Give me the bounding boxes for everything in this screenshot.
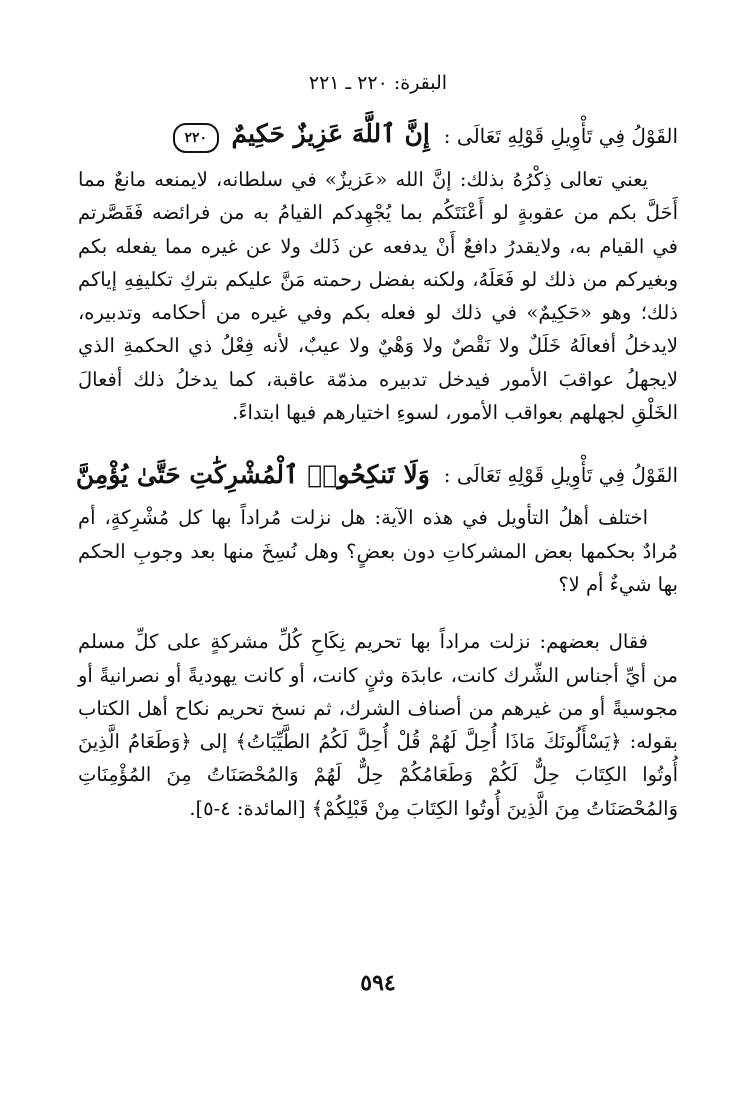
commentary-paragraph: فقال بعضهم: نزلت مراداً بها تحريم نِكَاحِ كُلِّ مشركةٍ على كلِّ مسلم من أيِّ أجناس الشِّرك كانت، عابدَة وثنٍ كانت، أو كانت يهوديةً أو نصرانيةً أو مجوسيةً أو من غيرهم من أصناف الشرك، ثم نسخ تحريم نكاح أهل الكتاب بقوله: ﴿يَسْأَلُونَكَ مَاذَا أُحِلَّ لَهُمْ قُلْ أُحِلَّ لَكُمُ الطَّيِّبَاتُ﴾ إلى ﴿وَطَعَامُ الَّذِينَ أُوتُوا الكِتَابَ حِلٌّ لَكُمْ وَطَعَامُكُمْ حِلٌّ لَهُمْ وَالمُحْصَنَاتُ مِنَ المُؤْمِنَاتِ وَالمُحْصَنَاتُ مِنَ الَّذِينَ أُوتُوا الكِتَابَ مِنْ قَبْلِكُمْ﴾ [المائدة: ٤-٥].	[78, 630, 678, 820]
section-heading-label: القَوْلُ فِي تَأْوِيلِ قَوْلِهِ تَعَالَى :	[443, 463, 678, 488]
section-heading-2	[75, 459, 678, 491]
section-heading-1	[78, 118, 678, 153]
commentary-paragraph: يعني تعالى ذِكْرُهُ بذلك: إنَّ الله «عَزيزٌ» في سلطانه، لايمنعه مانعٌ مما أَحَلَّ بكم من عقوبةٍ لو أَعْنَتَكُم بما يُجْهِدكم القيامُ به من فرائضه فَقَصَّرتم في القيام به، ولايقدرُ دافعٌ أَنْ يدفعه عن ذَلك ولا عن غيره مما يفعله بكم وبغيركم من ذلك لو فَعَلَهُ، ولكنه بفضل رحمته مَنَّ عليكم بتركِ تكليفِهِ إياكم ذلك؛ وهو «حَكِيمٌ» في ذلك لو فعله بكم وفي غيره من أحكامه وتدبيره، لايدخلُ أفعالَهُ خَلَلٌ ولا نَقْصٌ ولا وَهْيٌ ولا عيبٌ، لأنه فِعْلُ ذي الحكمةِ الذي لايجهلُ عواقبَ الأمور فيدخل تدبيره مذمّة عاقبة، كما يدخلُ ذلك أفعالَ الخَلْقِ لجهلهم بعواقب الأمور، لسوءِ اختيارهم فيها ابتداءً.	[78, 168, 678, 425]
commentary-paragraph: اختلف أهلُ التأويل في هذه الآية: هل نزلت مُراداً بها كل مُشْرِكةٍ، أم مُرادٌ بحكمها بعض المشركاتِ دون بعضٍ؟ وهل نُسِخَ منها بعد وجوبِ الحكم بها شيءٌ أم لا؟	[78, 506, 678, 596]
quran-verse: وَلَا تَنكِحُوا۟ ٱلْمُشْرِكَٰتِ حَتَّىٰ يُؤْمِنَّ	[75, 460, 430, 490]
ayah-number-marker: ٢٢٠	[173, 123, 219, 153]
page-number: ٥٩٤	[360, 970, 396, 996]
quran-verse	[173, 118, 430, 153]
book-page	[75, 70, 678, 1060]
running-head: البقرة: ٢٢٠ ـ ٢٢١	[308, 72, 448, 94]
section-heading-label: القَوْلُ فِي تَأْوِيلِ قَوْلِهِ تَعَالَى :	[443, 123, 678, 148]
quran-verse-text: إِنَّ ٱللَّهَ عَزِيزٌ حَكِيمٌ	[231, 119, 430, 148]
